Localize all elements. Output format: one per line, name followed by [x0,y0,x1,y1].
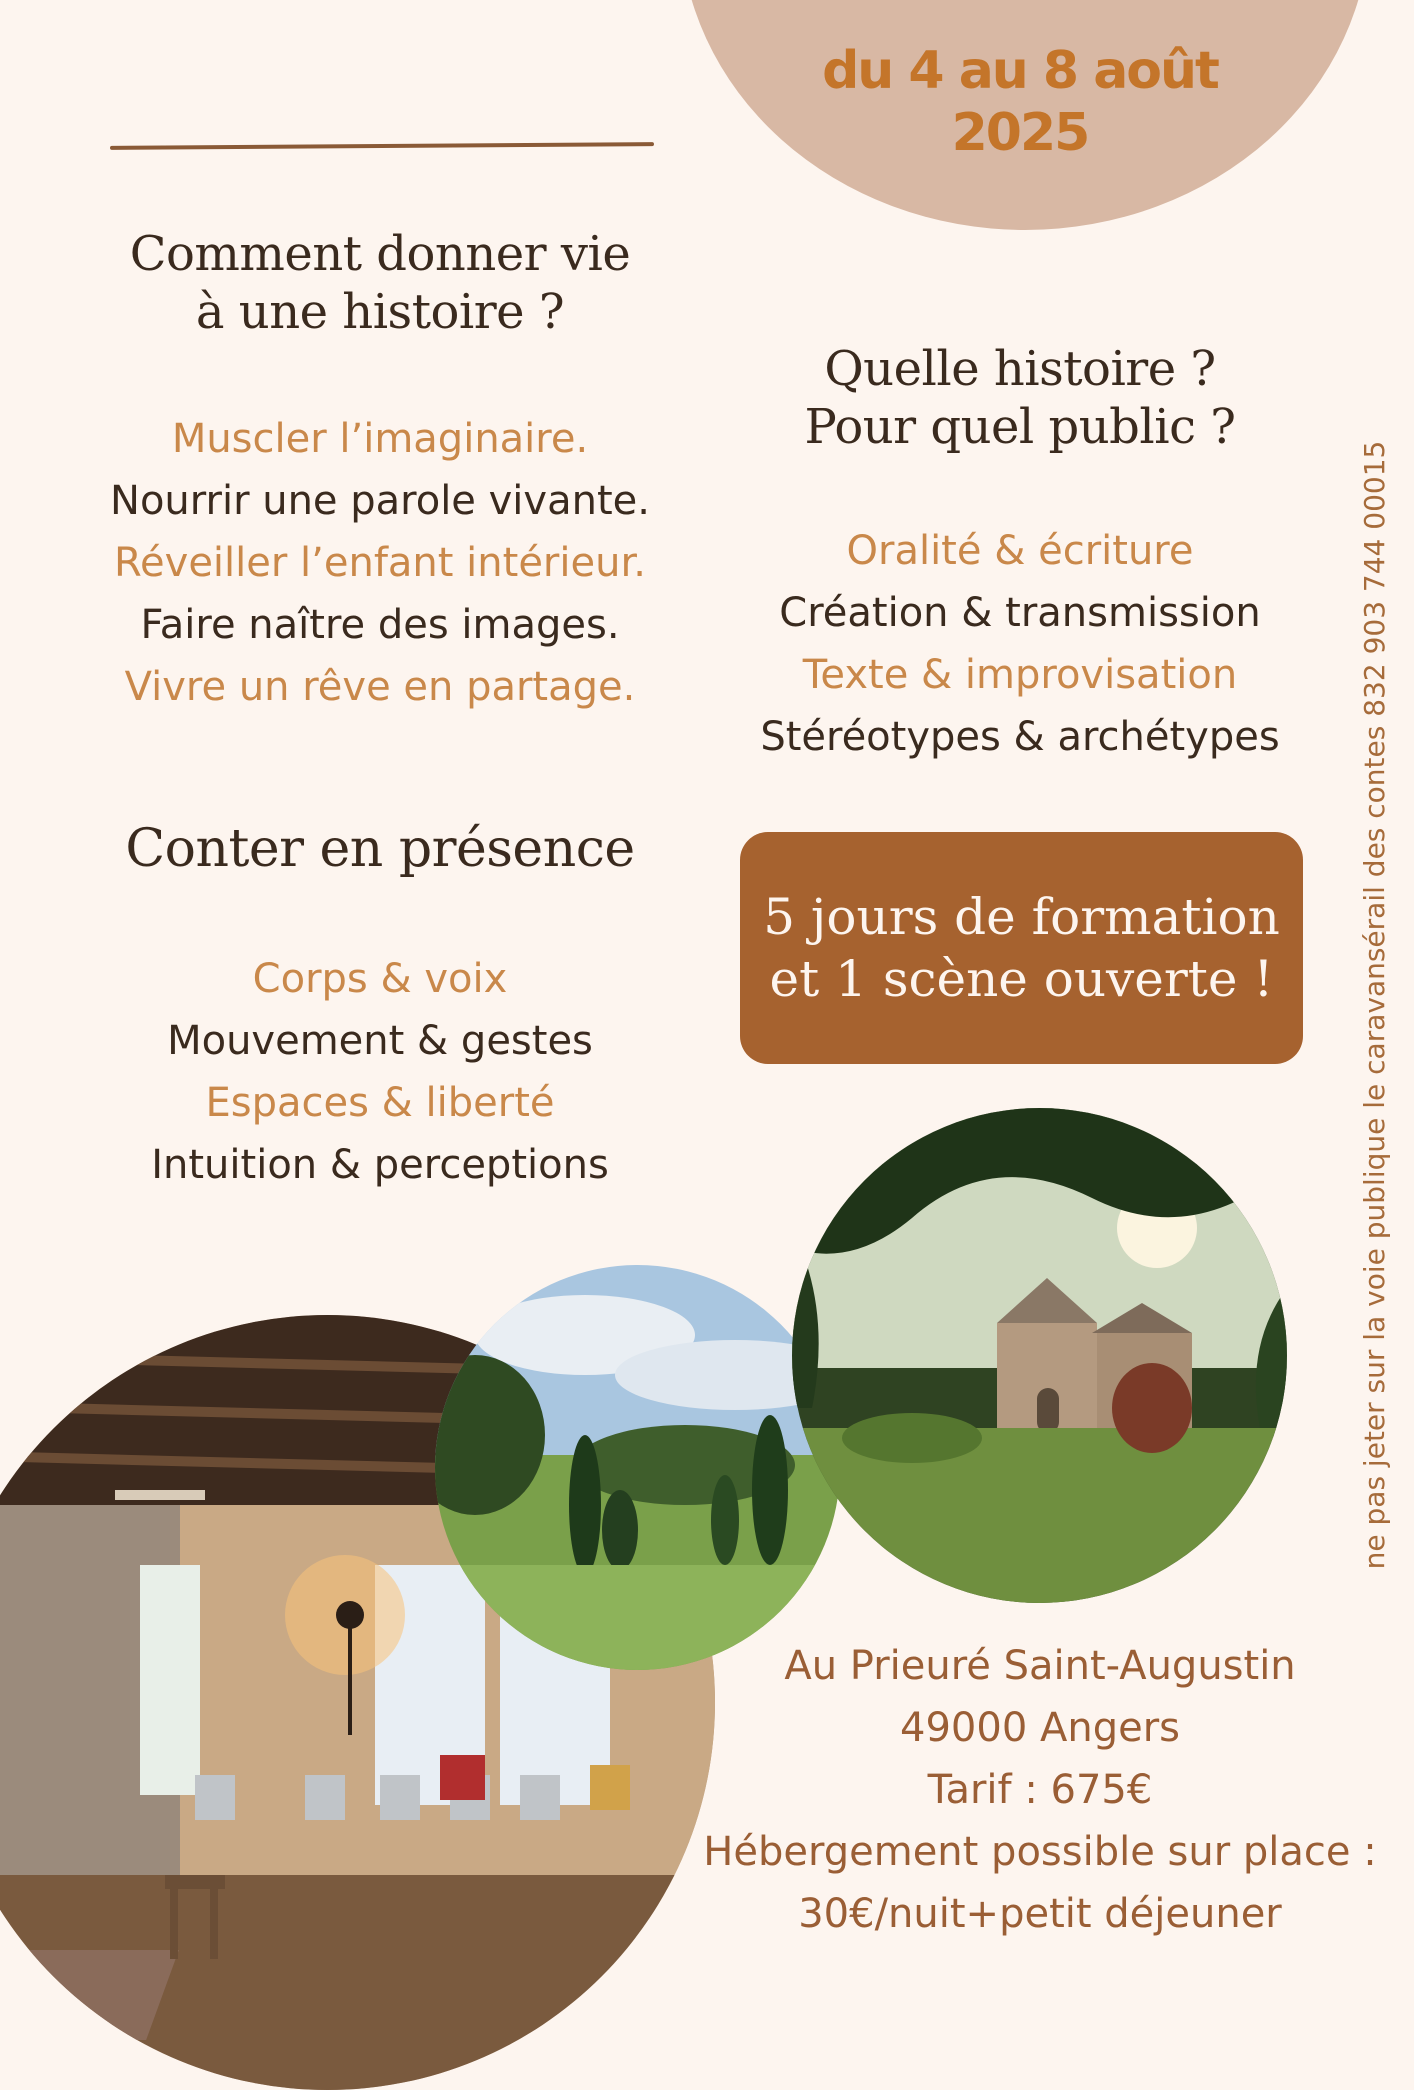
section1-line: Faire naître des images. [140,602,620,648]
section3-list [60,948,700,1196]
side-legal-note: ne pas jeter sur la voie publique le caravansérail des contes 832 903 744 00015 [1358,440,1391,1570]
church-image [792,1108,1287,1603]
date-line-1: du 4 au 8 août [822,41,1218,101]
section2-line: Création & transmission [779,590,1261,636]
garden-image [435,1265,840,1670]
venue-lodging: Hébergement possible sur place : [703,1829,1377,1875]
venue-info [680,1635,1400,1945]
section1-list [60,408,700,718]
section1-line: Nourrir une parole vivante. [110,478,650,524]
date-heading [760,40,1280,164]
venue-price: Tarif : 675€ [927,1767,1153,1813]
section1-line: Muscler l’imaginaire. [171,416,589,462]
promo-line-2: et 1 scène ouverte ! [769,950,1274,1008]
section3-line: Corps & voix [252,956,508,1002]
section2-title-line-2: Pour quel public ? [804,399,1236,455]
section1-line: Vivre un rêve en partage. [124,664,636,710]
section3-line: Mouvement & gestes [167,1018,593,1064]
section3-line: Espaces & liberté [205,1080,555,1126]
top-divider [110,142,654,150]
section1-title [80,225,680,341]
promo-line-1: 5 jours de formation [763,888,1280,946]
section2-title-line-1: Quelle histoire ? [824,341,1216,397]
date-line-2: 2025 [951,103,1089,163]
section1-title-line-1: Comment donner vie [129,226,631,282]
venue-lodging-price: 30€/nuit+petit déjeuner [798,1891,1282,1937]
section2-title [720,340,1320,456]
venue-city: 49000 Angers [900,1705,1180,1751]
section1-title-line-2: à une histoire ? [195,284,565,340]
promo-box [740,832,1303,1064]
section3-line: Intuition & perceptions [151,1142,609,1188]
photo-garden [435,1265,840,1670]
section2-line: Stéréotypes & archétypes [760,714,1280,760]
section3-title: Conter en présence [125,819,635,879]
section2-line: Texte & improvisation [802,652,1238,698]
section2-line: Oralité & écriture [846,528,1194,574]
photo-church [792,1108,1287,1603]
venue-name: Au Prieuré Saint-Augustin [784,1643,1296,1689]
section2-list [700,520,1340,768]
section1-line: Réveiller l’enfant intérieur. [114,540,646,586]
